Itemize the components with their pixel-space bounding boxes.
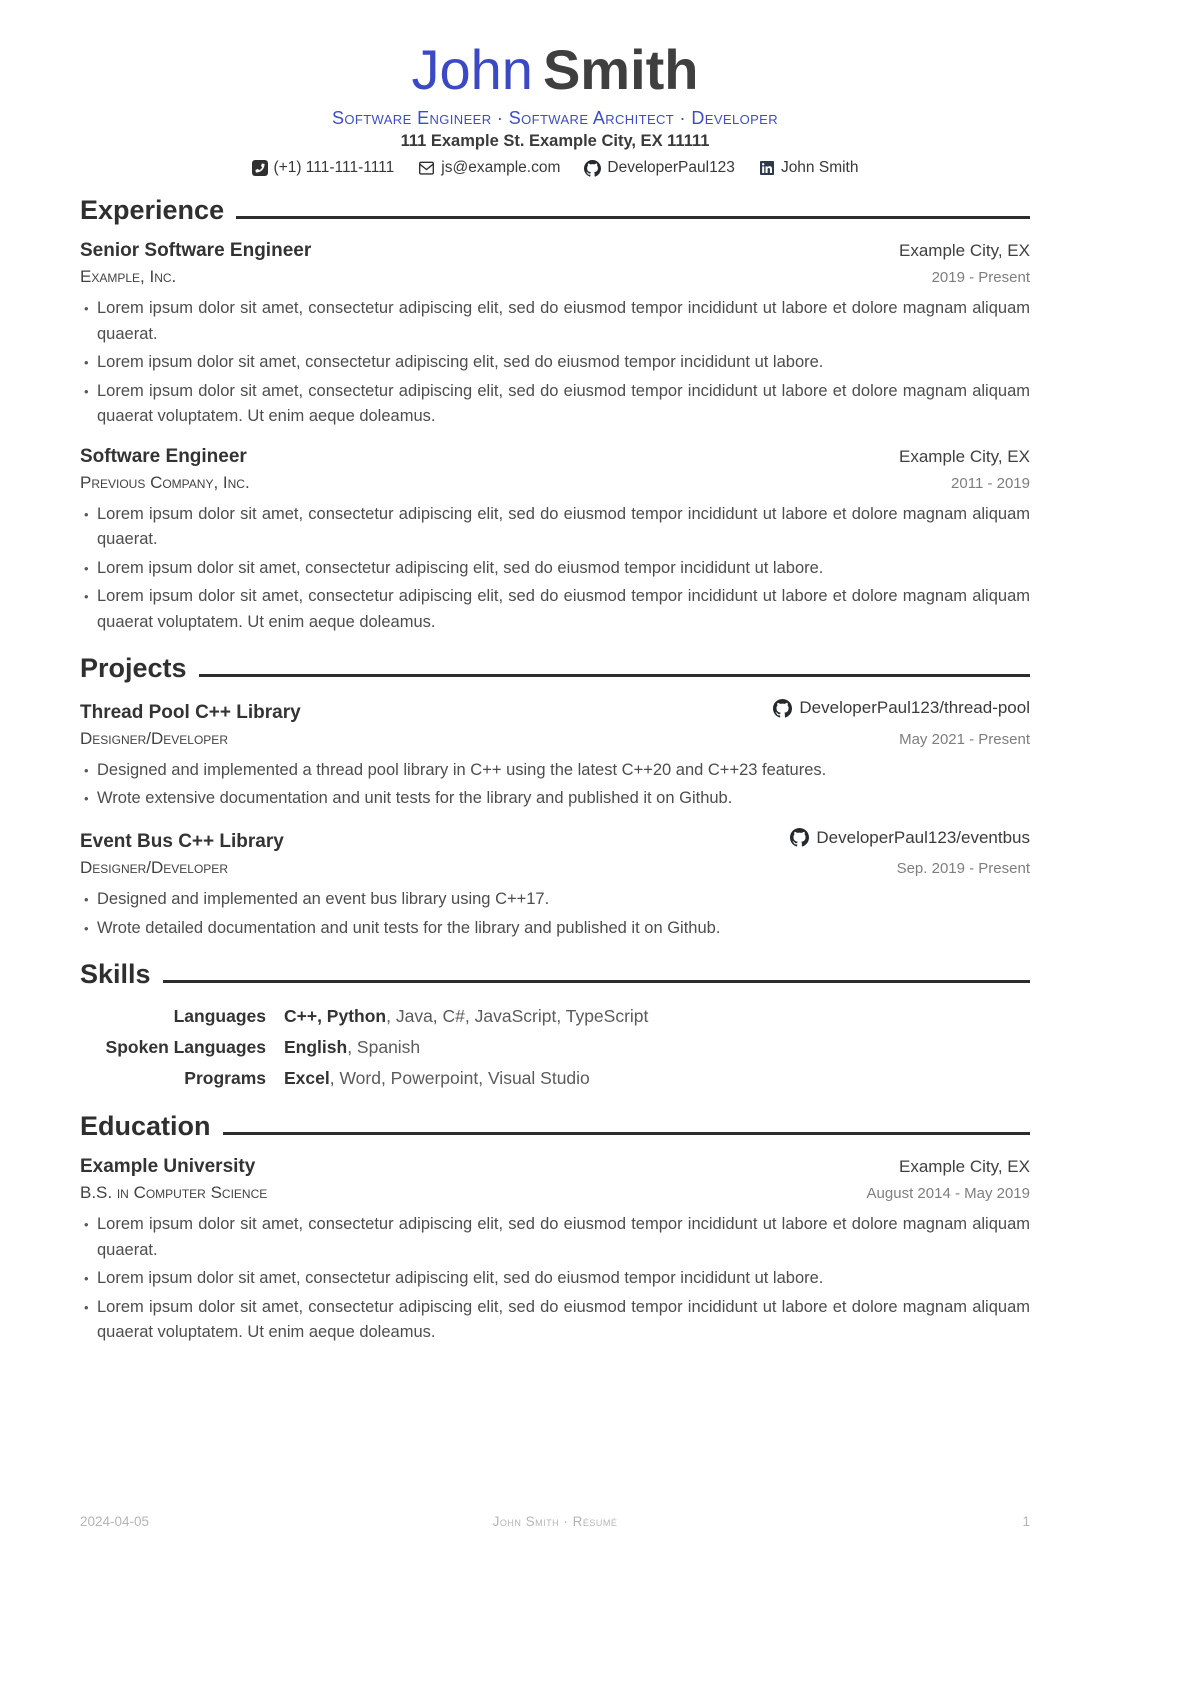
school-name: Example University: [80, 1156, 256, 1177]
job-location: Example City, EX: [898, 241, 1030, 260]
skill-primary: English: [284, 1037, 348, 1057]
github-icon: [790, 828, 809, 847]
skill-primary: Excel: [284, 1068, 330, 1088]
job-bullet-list: [80, 502, 1030, 636]
bullet-text: Lorem ipsum dolor sit amet, consectetur adipiscing elit, sed do eiusmod tempor incididunt ut labore et dolore magnam aliquam quaerat.: [97, 299, 1030, 343]
bullet-text: Lorem ipsum dolor sit amet, consectetur adipiscing elit, sed do eiusmod tempor incididunt ut labore et dolore magnam aliquam quaerat voluptatem. Ut enim aeque doleamus.: [97, 587, 1030, 631]
job-company: Previous Company, Inc.: [80, 472, 250, 492]
degree: B.S. in Computer Science: [80, 1183, 268, 1202]
project-bullet-list: [80, 758, 1030, 812]
github-icon: [773, 699, 792, 718]
skill-values: [284, 1068, 1030, 1089]
skill-primary: C++, Python: [284, 1006, 387, 1026]
project-repo-link[interactable]: [790, 828, 1030, 848]
section-header-education: [80, 1109, 1030, 1143]
bullet-text: Lorem ipsum dolor sit amet, consectetur adipiscing elit, sed do eiusmod tempor incididunt ut labore.: [97, 353, 824, 371]
section-divider: [223, 1132, 1030, 1135]
list-item: [84, 584, 1030, 635]
page-title: [80, 38, 1030, 102]
linkedin-link[interactable]: [759, 159, 859, 177]
skill-category-label: Spoken Languages: [105, 1037, 266, 1057]
footer-document-title: John Smith · Résumé: [492, 1514, 618, 1529]
github-link[interactable]: [584, 159, 735, 177]
bullet-text: Lorem ipsum dolor sit amet, consectetur adipiscing elit, sed do eiusmod tempor incididunt ut labore et dolore magnam aliquam quaerat voluptatem. Ut enim aeque doleamus.: [97, 381, 1030, 425]
skill-secondary: , Word, Powerpoint, Visual Studio: [329, 1068, 590, 1088]
section-title-projects: Projects: [80, 653, 187, 683]
list-item: [84, 887, 1030, 913]
phone-number: (+1) 111-111-1111: [273, 159, 395, 176]
project-entry: [80, 828, 1030, 942]
section-title-experience: Experience: [80, 195, 225, 225]
phone-square-icon: [252, 160, 268, 176]
skill-values: [284, 1006, 1030, 1027]
skills-table: [80, 1006, 1030, 1089]
project-dates: May 2021 - Present: [899, 730, 1030, 748]
list-item: [84, 296, 1030, 347]
skill-category-label: Languages: [173, 1006, 266, 1026]
list-item: [84, 1266, 1030, 1292]
list-item: [84, 758, 1030, 784]
section-skills: [80, 957, 1030, 1089]
github-icon: [584, 160, 601, 177]
job-title: Senior Software Engineer: [80, 240, 312, 261]
project-role: Designer/Developer: [80, 858, 228, 877]
experience-entry: [80, 240, 1030, 430]
school-location: Example City, EX: [898, 1157, 1030, 1176]
job-dates: 2019 - Present: [931, 269, 1030, 286]
project-name: Thread Pool C++ Library: [80, 701, 301, 723]
job-location: Example City, EX: [898, 446, 1030, 466]
project-role: Designer/Developer: [80, 728, 228, 748]
project-repo-link[interactable]: [773, 698, 1030, 718]
email-address: js@example.com: [441, 159, 561, 176]
footer-page-number: 1: [1022, 1514, 1030, 1529]
linkedin-icon: [759, 160, 775, 176]
school-dates: August 2014 - May 2019: [866, 1185, 1030, 1202]
project-repo-name: DeveloperPaul123/eventbus: [816, 827, 1030, 847]
list-item: [84, 502, 1030, 553]
project-entry: [80, 698, 1030, 812]
bullet-text: Wrote detailed documentation and unit tests for the library and published it on Github.: [97, 918, 721, 937]
bullet-text: Designed and implemented a thread pool library in C++ using the latest C++20 and C++23 features.: [97, 760, 827, 779]
github-username: DeveloperPaul123: [607, 159, 735, 176]
section-experience: [80, 193, 1030, 635]
bullet-text: Lorem ipsum dolor sit amet, consectetur adipiscing elit, sed do eiusmod tempor incididunt ut labore.: [97, 558, 824, 577]
list-item: [84, 1295, 1030, 1346]
bullet-text: Lorem ipsum dolor sit amet, consectetur adipiscing elit, sed do eiusmod tempor incididunt ut labore et dolore magnam aliquam quaerat voluptatem. Ut enim aeque doleamus.: [97, 1297, 1030, 1341]
bullet-text: Wrote extensive documentation and unit tests for the library and published it on Github.: [97, 789, 733, 807]
section-header-projects: [80, 651, 1030, 685]
bullet-text: Lorem ipsum dolor sit amet, consectetur adipiscing elit, sed do eiusmod tempor incididunt ut labore et dolore magnam aliquam quaerat.: [97, 504, 1030, 548]
list-item: [84, 379, 1030, 430]
project-bullet-list: [80, 887, 1030, 941]
experience-entry: [80, 446, 1030, 636]
phone-link[interactable]: [252, 159, 395, 177]
section-divider: [236, 216, 1030, 219]
job-company: Example, Inc.: [80, 267, 177, 286]
section-header-skills: [80, 957, 1030, 991]
project-dates: Sep. 2019 - Present: [896, 860, 1030, 877]
section-header-experience: [80, 193, 1030, 227]
envelope-icon: [418, 161, 435, 176]
section-education: [80, 1109, 1030, 1346]
skill-secondary: , Spanish: [347, 1037, 421, 1057]
first-name: John: [411, 38, 533, 101]
section-title-skills: Skills: [80, 959, 151, 989]
skill-category-label: Programs: [184, 1068, 266, 1088]
skill-values: [284, 1037, 1030, 1058]
page-footer: [80, 1514, 1030, 1529]
list-item: [84, 1212, 1030, 1263]
list-item: [84, 916, 1030, 942]
section-title-education: Education: [80, 1111, 211, 1141]
education-bullet-list: [80, 1212, 1030, 1346]
section-divider: [199, 674, 1030, 677]
address-line: 111 Example St. Example City, EX 11111: [400, 132, 710, 150]
job-bullet-list: [80, 296, 1030, 430]
job-dates: 2011 - 2019: [951, 474, 1030, 492]
email-link[interactable]: [418, 159, 560, 177]
project-name: Event Bus C++ Library: [80, 831, 284, 852]
education-entry: [80, 1156, 1030, 1346]
last-name: Smith: [542, 38, 699, 101]
section-projects: [80, 651, 1030, 941]
list-item: [84, 556, 1030, 582]
bullet-text: Designed and implemented an event bus library using C++17.: [97, 890, 550, 908]
list-item: [84, 786, 1030, 812]
project-repo-name: DeveloperPaul123/thread-pool: [799, 698, 1030, 717]
skill-secondary: , Java, C#, JavaScript, TypeScript: [386, 1006, 649, 1026]
bullet-text: Lorem ipsum dolor sit amet, consectetur adipiscing elit, sed do eiusmod tempor incididunt ut labore et dolore magnam aliquam quaerat.: [97, 1215, 1030, 1259]
bullet-text: Lorem ipsum dolor sit amet, consectetur adipiscing elit, sed do eiusmod tempor incididunt ut labore.: [97, 1269, 824, 1287]
section-divider: [163, 980, 1030, 983]
job-title: Software Engineer: [80, 445, 247, 467]
tagline: Software Engineer · Software Architect · Developer: [331, 108, 779, 128]
list-item: [84, 350, 1030, 376]
resume-header: [80, 38, 1030, 177]
linkedin-name: John Smith: [780, 159, 859, 176]
footer-date: 2024-04-05: [80, 1514, 150, 1529]
contact-row: [80, 159, 1030, 177]
